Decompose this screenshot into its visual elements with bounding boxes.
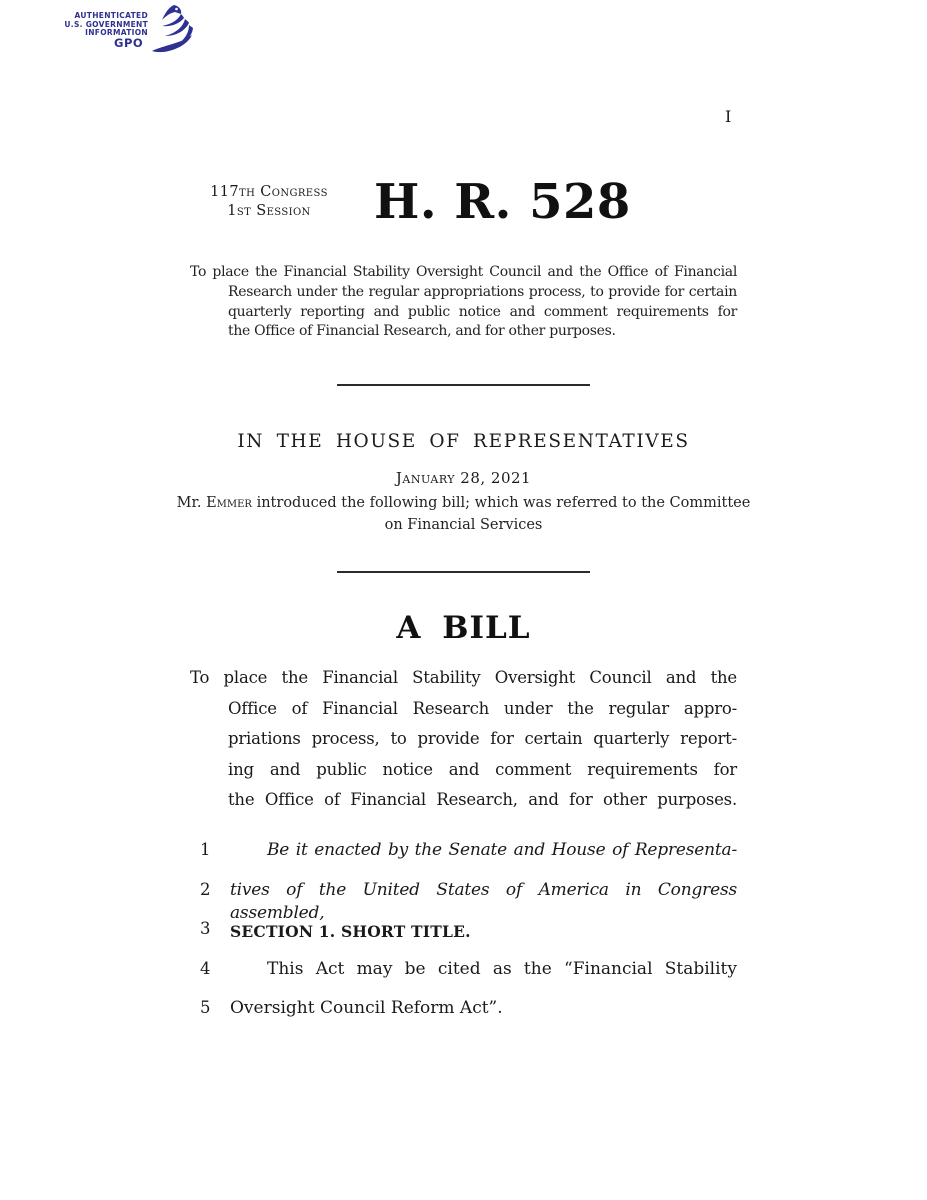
referral-line1: [170, 493, 757, 515]
body-line: [200, 839, 737, 879]
body-line: [200, 958, 737, 998]
referral-line2: on Financial Services: [384, 516, 543, 533]
gpo-authentication-logo: [56, 3, 186, 55]
purpose-line: the Office of Financial Research, and for other purposes.: [228, 790, 737, 809]
gpo-logo-line3: INFORMATION: [85, 28, 148, 38]
congress-number: 117th Congress: [210, 184, 328, 200]
page-number: I: [725, 107, 732, 126]
body-line: [200, 997, 737, 1037]
introduction-date: January 28, 2021: [395, 469, 532, 487]
chamber-heading: IN THE HOUSE OF REPRESENTATIVES: [237, 431, 690, 452]
gpo-logo-line1: AUTHENTICATED: [74, 11, 148, 20]
sponsor-name: Emmer: [206, 495, 252, 511]
horizontal-rule-top: [337, 384, 590, 386]
purpose-line: priations process, to provide for certain quarterly report-: [228, 729, 737, 748]
congress-session-block: [193, 183, 345, 221]
preamble-long-title: [190, 263, 737, 342]
short-title-line2: Oversight Council Reform Act”.: [230, 998, 503, 1019]
line-number: 3: [200, 919, 211, 939]
horizontal-rule-bottom: [337, 571, 590, 573]
gpo-logo-text: [56, 12, 148, 38]
preamble-line: quarterly reporting and public notice and comment requirements for: [228, 303, 737, 320]
gpo-acronym: GPO: [114, 36, 144, 50]
line-number: 1: [200, 840, 211, 859]
gpo-logo-line2: U.S. GOVERNMENT: [64, 19, 148, 29]
sponsor-honorific: Mr.: [176, 495, 202, 511]
preamble-line: Research under the regular appropriations process, to provide for certain: [228, 283, 737, 300]
short-title-line1: This Act may be cited as the “Financial Stability: [267, 958, 737, 979]
gpo-eagle-icon: [148, 3, 194, 59]
purpose-line: Office of Financial Research under the regular appro-: [228, 698, 737, 718]
bill-body-text: [200, 839, 737, 1037]
bill-number: H. R. 528: [374, 174, 631, 230]
body-line: [200, 918, 737, 958]
section-heading: SECTION 1. SHORT TITLE.: [230, 922, 471, 942]
preamble-line: the Office of Financial Research, and for other purposes.: [228, 323, 616, 340]
line-number: 5: [200, 998, 211, 1018]
referral-statement: [170, 493, 757, 536]
referral-text: introduced the following bill; which was referred to the Committee: [256, 495, 751, 511]
line-number: 4: [200, 958, 211, 978]
bill-heading: A BILL: [396, 610, 531, 646]
body-line: [200, 879, 737, 923]
bill-purpose-paragraph: [190, 663, 737, 816]
purpose-line: To place the Financial Stability Oversight Council and the: [190, 668, 737, 687]
enacting-clause-line2: tives of the United States of America in Congress assembled,: [230, 879, 737, 923]
enacting-clause-line1: Be it enacted by the Senate and House of Representa-: [267, 840, 737, 860]
line-number: 2: [200, 879, 211, 899]
preamble-line: To place the Financial Stability Oversight Council and the Office of Financial: [190, 264, 737, 280]
session-number: 1st Session: [227, 203, 311, 219]
purpose-line: ing and public notice and comment requirements for: [228, 759, 737, 779]
